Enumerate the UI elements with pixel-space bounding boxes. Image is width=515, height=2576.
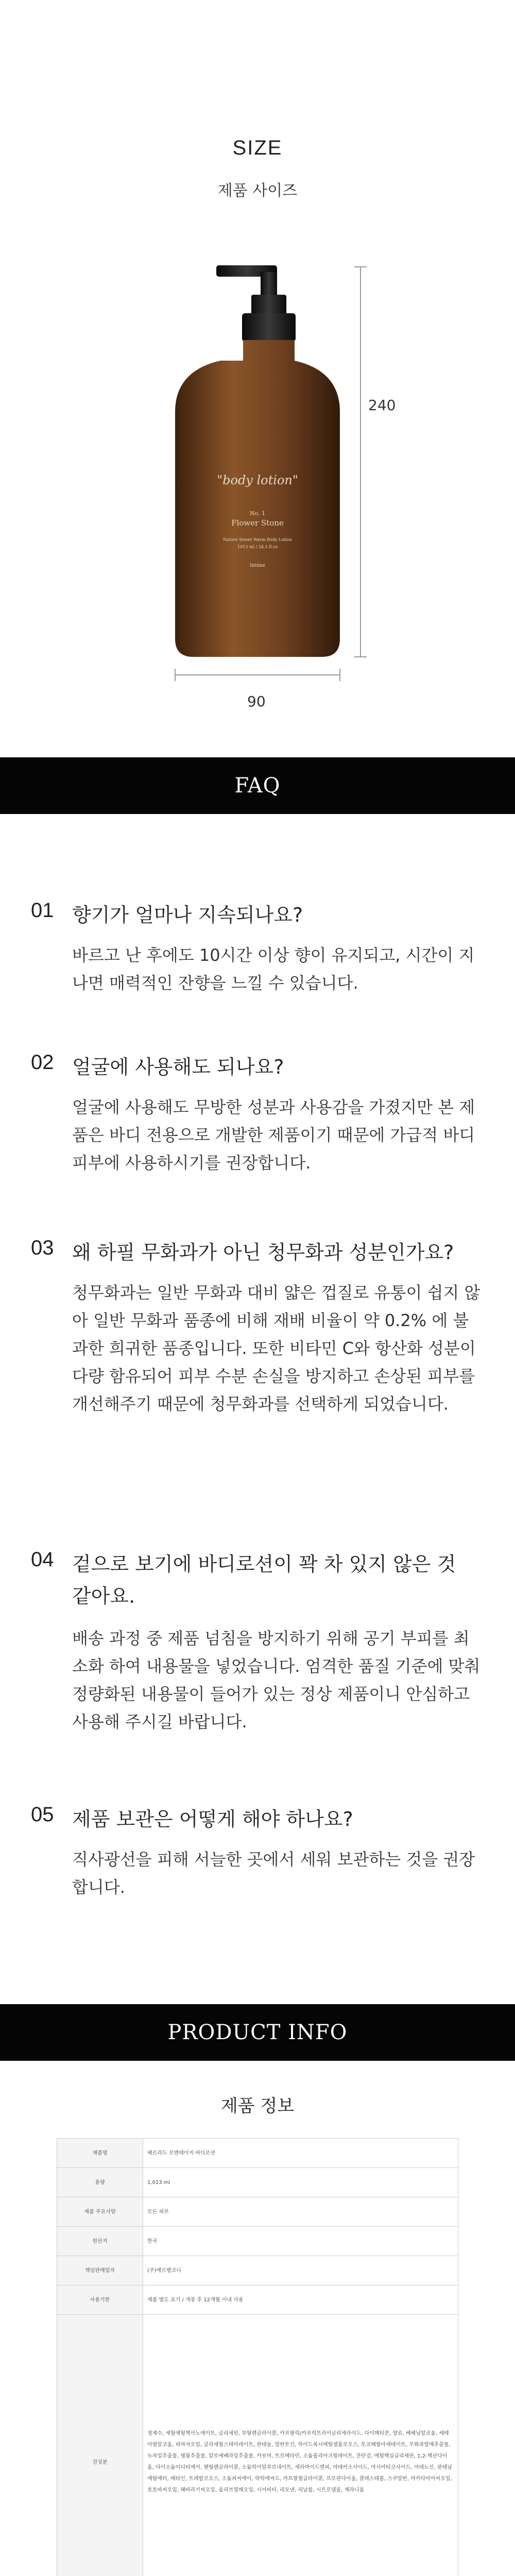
faq-header-title: FAQ: [234, 774, 281, 798]
table-row: [57, 2315, 458, 2576]
spec-key: 원산지: [57, 2227, 143, 2256]
label-line3: Nature Sweet Warm Body Lotion: [223, 537, 292, 542]
table-row: [57, 2168, 458, 2197]
label-line2: Flower Stone: [231, 518, 284, 528]
product-info-header-title: PRODUCT INFO: [167, 2021, 348, 2044]
product-spec-table: [57, 2138, 458, 2576]
pump-head: [251, 295, 286, 316]
spec-value: 1,013 ml: [143, 2168, 458, 2197]
spec-value: 모든 피부: [143, 2197, 458, 2227]
table-row: [57, 2139, 458, 2168]
faq-number: 03: [31, 1236, 54, 1259]
product-info-header-bar: [0, 2004, 515, 2061]
faq-answer: 청무화과는 일반 무화과 대비 얇은 껍질로 유통이 쉽지 않아 일반 무화과 품종에 비해 재배 비율이 약 0.2% 에 불과한 희귀한 품종입니다. 또한 비타민 C와 항산화 성분이 다량 함유되어 피부 수분 손실을 방지하고 손상된 피부를 개선해주기 때문에 청무화과를 선택하게 되었습니다.: [72, 1283, 480, 1414]
faq-header-bar: [0, 757, 515, 814]
spec-value: (주)에르벨코니: [143, 2256, 458, 2285]
size-title: SIZE: [232, 137, 283, 159]
spec-key: 제품 주요사양: [57, 2197, 143, 2227]
size-subtitle: 제품 사이즈: [217, 182, 298, 200]
faq-question: 제품 보관은 어떻게 해야 하나요?: [72, 1808, 353, 1831]
faq-question: 얼굴에 사용해도 되나요?: [72, 1056, 284, 1078]
spec-value: 한국: [143, 2227, 458, 2256]
table-row: [57, 2227, 458, 2256]
spec-key: 사용기한: [57, 2285, 143, 2315]
faq-question: 왜 하필 무화과가 아닌 청무화과 성분인가요?: [72, 1241, 454, 1264]
faq-number: 01: [31, 899, 54, 922]
faq-question: 향기가 얼마나 지속되나요?: [72, 904, 303, 926]
pump-collar: [242, 313, 296, 342]
table-row: [57, 2285, 458, 2315]
faq-number: 04: [31, 1548, 54, 1571]
label-script: "body lotion": [217, 473, 298, 487]
label-line1: No. 1: [249, 510, 266, 517]
label-brand: Intime: [250, 563, 265, 568]
spec-key: 책임판매업자: [57, 2256, 143, 2285]
faq-answer: 바르고 난 후에도 10시간 이상 향이 유지되고, 시간이 지나면 매력적인 잔향을 느낄 수 있습니다.: [72, 945, 475, 993]
spec-key: 전성분: [57, 2315, 143, 2576]
product-info-title: 제품 정보: [220, 2096, 295, 2116]
width-label: 90: [247, 693, 266, 710]
faq-answer: 얼굴에 사용해도 무방한 성분과 사용감을 가졌지만 본 제품은 바디 전용으로 개발한 제품이기 때문에 가급적 바디 피부에 사용하시기를 권장합니다.: [72, 1097, 475, 1173]
table-row: [57, 2197, 458, 2227]
faq-number: 02: [31, 1051, 54, 1074]
faq-answer: 배송 과정 중 제품 넘침을 방지하기 위해 공기 부피를 최소화 하여 내용물을 넣었습니다. 엄격한 품질 기준에 맞춰 정량화된 내용물이 들어가 있는 정상 제품이니 안심하고 사용해 주시길 바랍니다.: [72, 1629, 480, 1732]
faq-question: 겉으로 보기에 바디로션이 꽉 차 있지 않은 것 같아요.: [72, 1553, 456, 1607]
label-line4: 1013 ml / 34.3 fl.oz: [237, 545, 278, 549]
spec-value: 헤르라드 로맨테이지 바디로션: [143, 2139, 458, 2168]
spec-value: 제품 별도 표기 / 개봉 후 12개월 이내 사용: [143, 2285, 458, 2315]
bottle-illustration: [0, 0, 515, 757]
spec-value: 정제수, 세틸에틸헥사노에이트, 글리세린, 부틸렌글라이콜, 카프릴릭/카프릭트라이글리세라이드, 다이메티콘, 향료, 베헤닐알코올, 세테아릴알코올, 피마자오일, 글리세릴스테아레이트, 판테놀, 알란토인, 하이드록시에틸셀룰로오스, 토코페릴아세테이트, 무화과열매추출물, 녹차잎추출물, 병풀추출물, 알로에베라잎추출물, 카보머, 트로메타민, 소듐폴리아크릴레이트, 잔탄검, 에틸헥실글리세린, 1,2-헥산다이올, 다이소듐이디티에이, 펜틸렌글라이콜, 소듐하이알루로네이트, 세라마이드엔피, 마데카소사이드, 아시아티코사이드, 아데노신, 판테닐에틸에터, 베타인, 트레할로오스, 소듐피씨에이, 락틱애씨드, 카프릴릴글라이콜, 프로판다이올, 콜레스테롤, 스쿠알란, 마카다미아씨오일, 호호바씨오일, 해바라기씨오일, 올리브열매오일, 시어버터, 리모넨, 리날룰, 시트로넬올, 제라니올: [143, 2315, 458, 2576]
height-label: 240: [368, 397, 396, 414]
faq-number: 05: [31, 1803, 54, 1826]
spec-key: 제품명: [57, 2139, 143, 2168]
pump-stem: [261, 272, 277, 298]
faq-answer: 직사광선을 피해 서늘한 곳에서 세워 보관하는 것을 권장합니다.: [72, 1850, 475, 1897]
bottle-body: [175, 340, 340, 657]
spec-key: 용량: [57, 2168, 143, 2197]
size-section: [0, 0, 515, 757]
table-row: [57, 2256, 458, 2285]
